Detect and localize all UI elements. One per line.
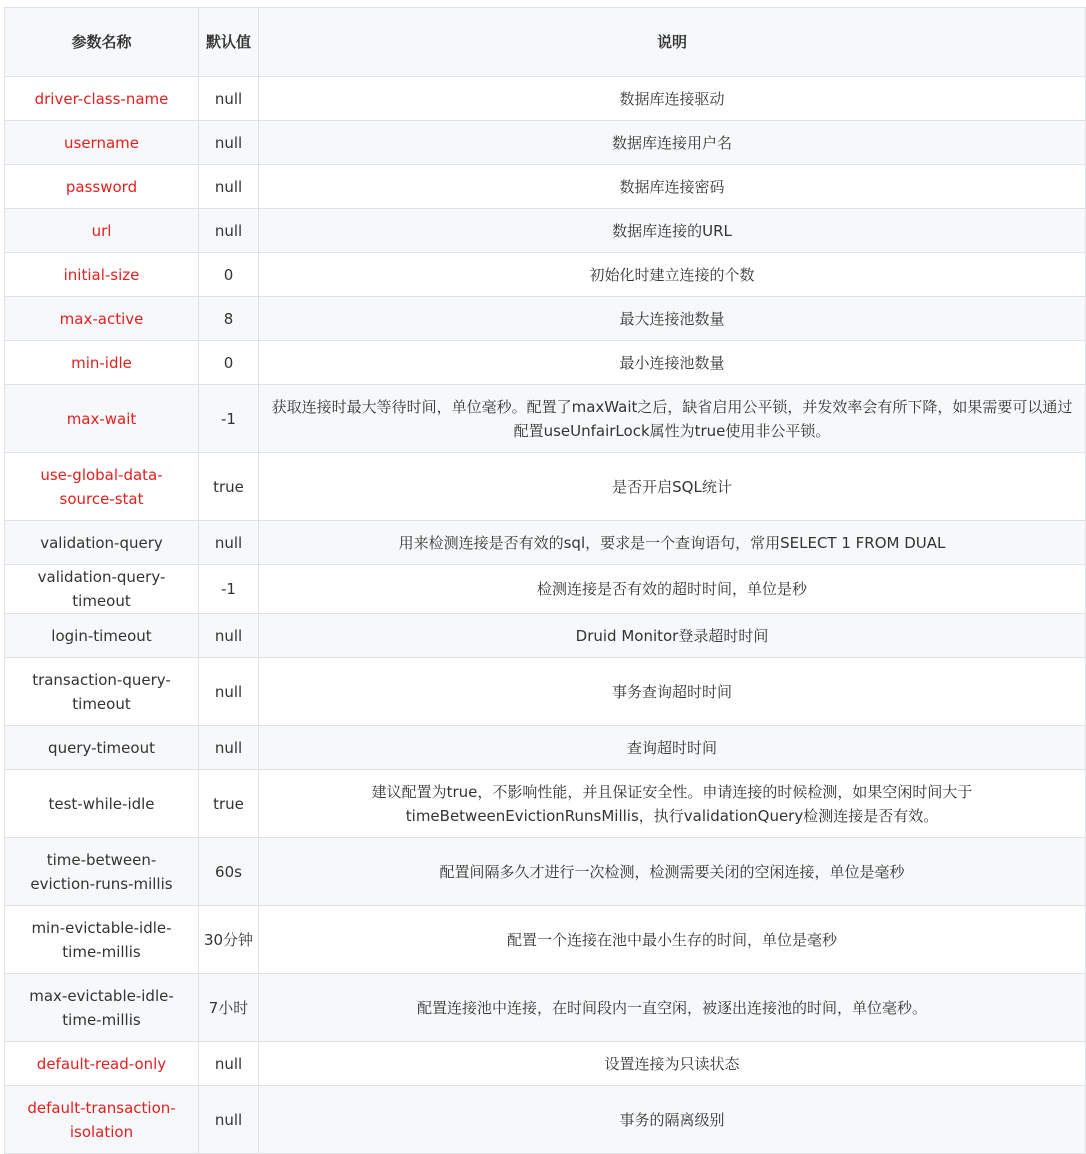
header-default: 默认值 [199,8,259,77]
param-name-cell: default-read-only [5,1042,199,1086]
table-row [5,906,1086,974]
table-header-row [5,8,1086,77]
param-name-cell: username [5,121,199,165]
default-value-cell: -1 [199,565,259,614]
table-row [5,1042,1086,1086]
description-cell: 获取连接时最大等待时间，单位毫秒。配置了maxWait之后，缺省启用公平锁，并发效率会有所下降，如果需要可以通过配置useUnfairLock属性为true使用非公平锁。 [259,385,1086,453]
description-cell: 事务查询超时时间 [259,658,1086,726]
param-name-cell: password [5,165,199,209]
table-row [5,209,1086,253]
description-cell: 是否开启SQL统计 [259,453,1086,521]
default-value-cell: null [199,209,259,253]
config-table-container [4,7,1085,1154]
param-name-cell: login-timeout [5,614,199,658]
description-cell: 用来检测连接是否有效的sql，要求是一个查询语句，常用SELECT 1 FROM DUAL [259,521,1086,565]
param-name-cell: max-active [5,297,199,341]
description-cell: 建议配置为true，不影响性能，并且保证安全性。申请连接的时候检测，如果空闲时间大于timeBetweenEvictionRunsMillis，执行validationQuery检测连接是否有效。 [259,770,1086,838]
description-cell: 配置一个连接在池中最小生存的时间，单位是毫秒 [259,906,1086,974]
table-row [5,726,1086,770]
param-name-cell: url [5,209,199,253]
description-cell: 数据库连接密码 [259,165,1086,209]
table-row [5,521,1086,565]
param-name-cell: driver-class-name [5,77,199,121]
table-row [5,658,1086,726]
description-cell: 数据库连接驱动 [259,77,1086,121]
table-row [5,121,1086,165]
param-name-cell: test-while-idle [5,770,199,838]
default-value-cell: null [199,1086,259,1154]
default-value-cell: null [199,614,259,658]
param-name-cell: max-evictable-idle-time-millis [5,974,199,1042]
description-cell: 查询超时时间 [259,726,1086,770]
description-cell: Druid Monitor登录超时时间 [259,614,1086,658]
default-value-cell: null [199,77,259,121]
default-value-cell: null [199,521,259,565]
default-value-cell: 60s [199,838,259,906]
config-parameters-table [4,7,1086,1154]
param-name-cell: initial-size [5,253,199,297]
description-cell: 检测连接是否有效的超时时间，单位是秒 [259,565,1086,614]
table-row [5,385,1086,453]
table-row [5,253,1086,297]
description-cell: 数据库连接用户名 [259,121,1086,165]
description-cell: 最小连接池数量 [259,341,1086,385]
param-name-cell: min-evictable-idle-time-millis [5,906,199,974]
default-value-cell: null [199,658,259,726]
param-name-cell: default-transaction-isolation [5,1086,199,1154]
table-row [5,453,1086,521]
param-name-cell: min-idle [5,341,199,385]
default-value-cell: -1 [199,385,259,453]
param-name-cell: validation-query-timeout [5,565,199,614]
table-row [5,77,1086,121]
header-name: 参数名称 [5,8,199,77]
description-cell: 最大连接池数量 [259,297,1086,341]
header-description: 说明 [259,8,1086,77]
param-name-cell: use-global-data-source-stat [5,453,199,521]
table-row [5,974,1086,1042]
default-value-cell: 30分钟 [199,906,259,974]
param-name-cell: transaction-query-timeout [5,658,199,726]
table-row [5,341,1086,385]
description-cell: 初始化时建立连接的个数 [259,253,1086,297]
default-value-cell: 0 [199,253,259,297]
default-value-cell: null [199,121,259,165]
param-name-cell: time-between-eviction-runs-millis [5,838,199,906]
table-row [5,297,1086,341]
default-value-cell: null [199,165,259,209]
table-row [5,770,1086,838]
default-value-cell: 7小时 [199,974,259,1042]
description-cell: 配置连接池中连接，在时间段内一直空闲，被逐出连接池的时间，单位毫秒。 [259,974,1086,1042]
description-cell: 设置连接为只读状态 [259,1042,1086,1086]
default-value-cell: null [199,726,259,770]
table-row [5,565,1086,614]
default-value-cell: 8 [199,297,259,341]
param-name-cell: query-timeout [5,726,199,770]
default-value-cell: null [199,1042,259,1086]
description-cell: 数据库连接的URL [259,209,1086,253]
param-name-cell: validation-query [5,521,199,565]
table-row [5,165,1086,209]
description-cell: 事务的隔离级别 [259,1086,1086,1154]
table-row [5,1086,1086,1154]
table-row [5,838,1086,906]
default-value-cell: true [199,770,259,838]
description-cell: 配置间隔多久才进行一次检测，检测需要关闭的空闲连接，单位是毫秒 [259,838,1086,906]
table-body [5,77,1086,1154]
default-value-cell: true [199,453,259,521]
default-value-cell: 0 [199,341,259,385]
param-name-cell: max-wait [5,385,199,453]
table-row [5,614,1086,658]
